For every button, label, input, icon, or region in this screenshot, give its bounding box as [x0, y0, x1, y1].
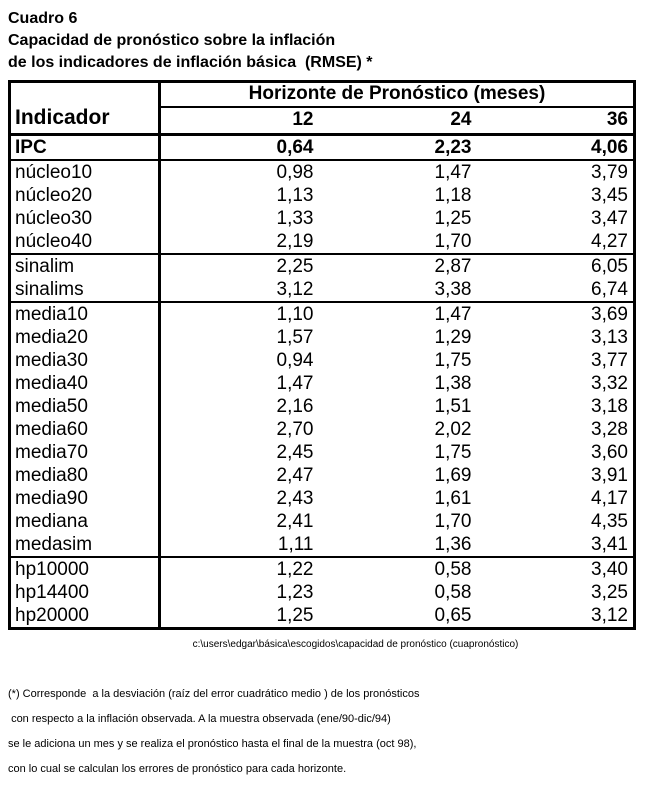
rmse-value: 2,43: [276, 488, 314, 509]
indicator-name: media20: [10, 326, 160, 349]
rmse-value: 3,28: [591, 419, 628, 440]
indicator-name: media30: [10, 349, 160, 372]
table-row: [10, 395, 635, 418]
rmse-value: 1,47: [434, 304, 472, 325]
indicator-name: núcleo40: [10, 230, 160, 254]
table-row: [10, 441, 635, 464]
rmse-value: 3,18: [591, 396, 628, 417]
rmse-value: 2,87: [434, 256, 472, 277]
indicator-name: media80: [10, 464, 160, 487]
table-row: [10, 372, 635, 395]
rmse-value: 1,22: [276, 559, 314, 580]
rmse-value: 2,70: [276, 419, 314, 440]
horizon-12-header: 12: [160, 107, 319, 135]
table-row: [10, 418, 635, 441]
rmse-value: 3,32: [591, 373, 628, 394]
horizon-36-header: 36: [477, 107, 635, 135]
rmse-value: 0,94: [276, 350, 314, 371]
rmse-value: 1,33: [276, 208, 314, 229]
indicator-name: hp10000: [10, 557, 160, 581]
rmse-value: 3,69: [591, 304, 628, 325]
table-row: [10, 464, 635, 487]
rmse-value: 1,25: [276, 605, 314, 626]
rmse-value: 3,13: [591, 327, 628, 348]
table-title: [8, 8, 666, 74]
rmse-value: 1,70: [434, 511, 472, 532]
rmse-value: 3,40: [591, 559, 628, 580]
indicator-name: IPC: [10, 135, 160, 161]
rmse-value: 0,58: [434, 559, 472, 580]
rmse-value: 1,61: [434, 488, 472, 509]
table-row: [10, 184, 635, 207]
horizon-24-header: 24: [319, 107, 477, 135]
rmse-value: 2,47: [276, 465, 314, 486]
rmse-value: 3,12: [160, 278, 319, 302]
indicator-name: hp14400: [10, 581, 160, 604]
rmse-value: 1,18: [434, 185, 472, 206]
rmse-table: [8, 80, 636, 630]
rmse-value: 0,58: [434, 582, 472, 603]
indicator-name: media50: [10, 395, 160, 418]
rmse-value: 1,51: [434, 396, 472, 417]
rmse-value: 2,41: [276, 511, 314, 532]
indicator-column-header: Indicador: [10, 82, 160, 135]
rmse-value: 2,23: [319, 135, 477, 161]
file-path-caption: c:\users\edgar\básica\escogidos\capacidad de pronóstico (cuapronóstico): [192, 639, 519, 650]
rmse-value: 1,10: [276, 304, 314, 325]
title-line-1: Cuadro 6: [8, 10, 78, 27]
table-body: [10, 135, 635, 629]
rmse-value: 4,06: [477, 135, 635, 161]
rmse-value: 0,98: [276, 162, 314, 183]
rmse-value: 2,25: [276, 256, 314, 277]
footnote-line: con lo cual se calculan los errores de pronóstico para cada horizonte.: [8, 763, 347, 775]
rmse-value: 1,70: [319, 230, 477, 254]
table-row: [10, 581, 635, 604]
footnote-line: (*) Corresponde a la desviación (raíz del error cuadrático medio ) de los pronósticos: [8, 688, 420, 700]
table-row: [10, 604, 635, 629]
indicator-name: núcleo30: [10, 207, 160, 230]
rmse-value: 1,75: [434, 350, 472, 371]
horizon-group-header: Horizonte de Pronóstico (meses): [160, 82, 635, 107]
title-line-3: de los indicadores de inflación básica (RMSE) *: [8, 54, 373, 71]
table-header: [10, 82, 635, 135]
rmse-value: 1,36: [319, 533, 477, 557]
rmse-value: 3,12: [591, 605, 628, 626]
table-row: [10, 278, 635, 302]
rmse-value: 4,35: [591, 511, 628, 532]
table-row: [10, 349, 635, 372]
indicator-name: mediana: [10, 510, 160, 533]
rmse-value: 1,23: [276, 582, 314, 603]
indicator-name: sinalim: [10, 254, 160, 278]
rmse-value: 3,25: [591, 582, 628, 603]
indicator-name: media40: [10, 372, 160, 395]
table-row: [10, 557, 635, 581]
table-row: [10, 230, 635, 254]
rmse-value: 1,13: [276, 185, 314, 206]
rmse-value: 0,65: [434, 605, 472, 626]
footnote-line: con respecto a la inflación observada. A la muestra observada (ene/90-dic/94): [8, 713, 391, 725]
rmse-value: 1,57: [276, 327, 314, 348]
rmse-value: 3,45: [591, 185, 628, 206]
table-row: [10, 487, 635, 510]
indicator-name: media10: [10, 302, 160, 326]
rmse-value: 4,27: [477, 230, 635, 254]
rmse-value: 3,47: [591, 208, 628, 229]
table-row: [10, 510, 635, 533]
rmse-value: 3,91: [591, 465, 628, 486]
indicator-name: núcleo10: [10, 160, 160, 184]
rmse-value: 2,02: [434, 419, 472, 440]
rmse-value: 6,05: [591, 256, 628, 277]
indicator-name: sinalims: [10, 278, 160, 302]
rmse-value: 6,74: [477, 278, 635, 302]
table-row: [10, 533, 635, 557]
table-row: [10, 254, 635, 278]
rmse-value: 4,17: [591, 488, 628, 509]
footnotes-block: [8, 682, 666, 782]
rmse-value: 1,29: [434, 327, 472, 348]
rmse-value: 1,25: [434, 208, 472, 229]
indicator-name: núcleo20: [10, 184, 160, 207]
rmse-value: 0,64: [160, 135, 319, 161]
rmse-value: 3,60: [591, 442, 628, 463]
footnote-line: se le adiciona un mes y se realiza el pronóstico hasta el final de la muestra (oct 98),: [8, 738, 417, 750]
rmse-value: 3,41: [477, 533, 635, 557]
rmse-value: 3,38: [319, 278, 477, 302]
rmse-value: 3,77: [591, 350, 628, 371]
rmse-value: 2,45: [276, 442, 314, 463]
rmse-value: 3,79: [591, 162, 628, 183]
rmse-value: 1,75: [434, 442, 472, 463]
indicator-name: hp20000: [10, 604, 160, 629]
header-row-span: [10, 82, 635, 107]
rmse-value: 1,47: [276, 373, 314, 394]
rmse-value: 2,19: [160, 230, 319, 254]
title-line-2: Capacidad de pronóstico sobre la inflación: [8, 32, 336, 49]
rmse-value: 2,16: [276, 396, 314, 417]
rmse-value: 1,38: [434, 373, 472, 394]
rmse-value: 1,69: [434, 465, 472, 486]
table-row: [10, 302, 635, 326]
rmse-value: 1,47: [434, 162, 472, 183]
table-row: [10, 160, 635, 184]
table-row: [10, 135, 635, 161]
table-row: [10, 326, 635, 349]
table-row: [10, 207, 635, 230]
indicator-name: medasim: [10, 533, 160, 557]
indicator-name: media60: [10, 418, 160, 441]
indicator-name: media70: [10, 441, 160, 464]
rmse-value: 1,11: [160, 533, 319, 557]
indicator-name: media90: [10, 487, 160, 510]
